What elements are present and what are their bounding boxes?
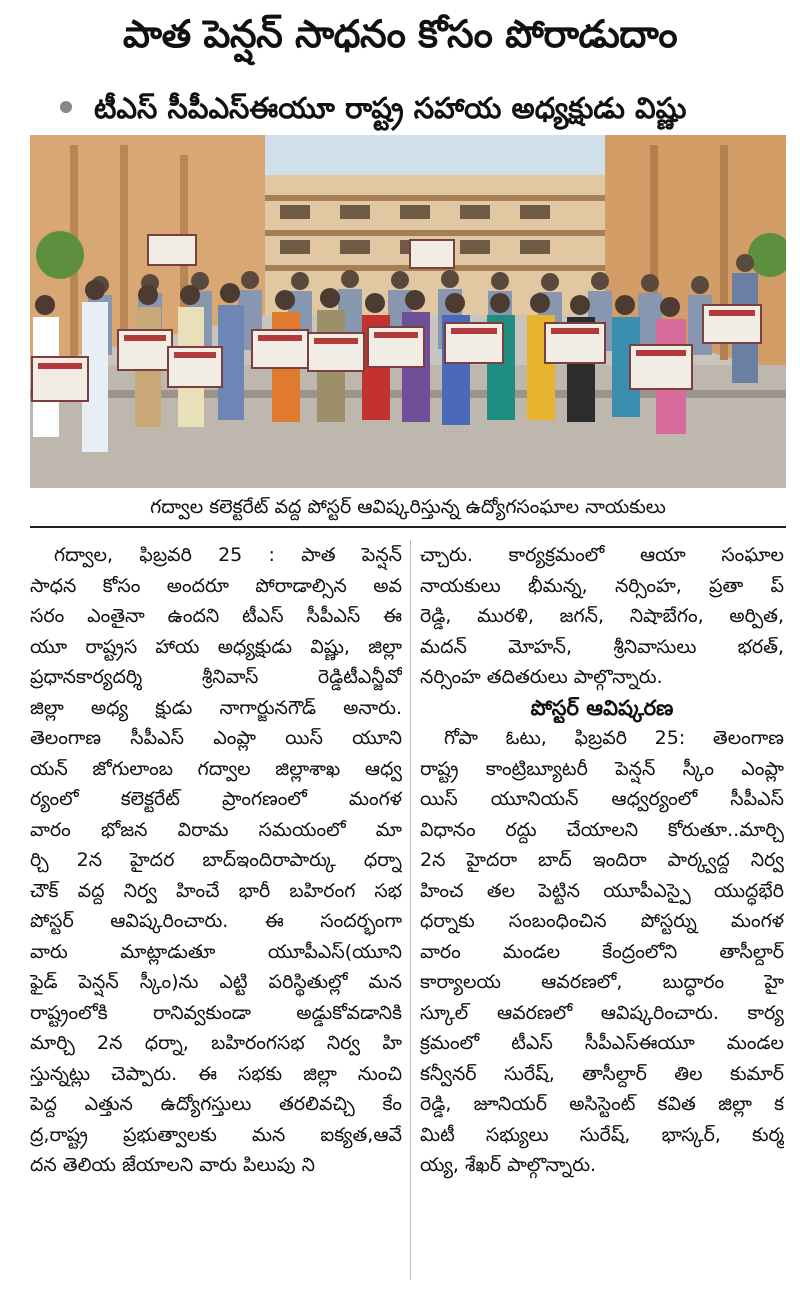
right-column-top [420, 540, 784, 693]
article-line: రెడ్డి, జూనియర్ అసిస్టెంట్ కవిత జిల్లా క [420, 1093, 784, 1115]
article-line: వారం మండల కేంద్రంలోని తాసీల్దార్ [420, 940, 784, 963]
article-line: యూ రాష్ట్రస హాయ అధ్యక్షుడు విష్ణు, జిల్లా [30, 635, 402, 658]
column-divider [410, 540, 411, 1280]
article-line: వారు మాట్లాడుతూ యూపీఎస్(యూని [30, 940, 402, 963]
article-line: ధర్నాకు సంబంధించిన పోస్టర్ను మంగళ [420, 910, 784, 932]
subheadline: టీఎస్ సీపీఎస్ఈయూ రాష్ట్ర సహాయ అధ్యక్షుడు విష్ణు [94, 91, 687, 125]
article-line: రాష్ట్రంలోకి రానివ్వకుండా అడ్డుకోవడానికి [30, 1001, 402, 1024]
right-column-bottom [420, 723, 784, 1181]
article-line: మార్చి 2న ధర్నా, బహిరంగసభ నిర్వ హి [30, 1032, 402, 1054]
article-line: నర్సింహ తదితరులు పాల్గొన్నారు. [420, 666, 663, 688]
article-line: చౌక్ వద్ద నిర్వ హించే భారీ బహిరంగ సభ [30, 879, 402, 902]
article-line: యిస్ యూనియన్ ఆధ్వర్యంలో సీపీఎస్ [420, 788, 784, 810]
article-line: మదన్ మోహన్, శ్రీనివాసులు భరత్, [420, 635, 784, 658]
article-line: పెద్ద ఎత్తున ఉద్యోగస్తులు తరలివచ్చి కేం [30, 1093, 402, 1115]
article-line: సరం ఎంతైనా ఉందని టీఎస్ సీపీఎస్ ఈ [30, 605, 402, 627]
article-line: విధానం రద్దు చేయాలని కోరుతూ..మార్చి [420, 818, 784, 841]
article-line: క్రమంలో టీఎస్ సీపీఎస్ఈయూ మండల [420, 1032, 784, 1054]
right-subheading: పోస్టర్ ఆవిష్కరణ [530, 695, 674, 720]
article-right-column [420, 540, 784, 1181]
bullet-icon [60, 101, 72, 113]
article-line: చ్చారు. కార్యక్రమంలో ఆయా సంఘాల [420, 544, 784, 566]
article-line: యన్ జోగులాంబ గద్వాల జిల్లాశాఖ ఆధ్వ [30, 757, 402, 780]
article-line: వారం భోజన విరామ సమయంలో మా [30, 818, 402, 841]
article-line: రాష్ట్ర కాంట్రిబ్యూటరీ పెన్షన్ స్కీం ఎంప్లా [420, 757, 784, 780]
article-line: సాధన కోసం అందరూ పోరాడాల్సిన అవ [30, 574, 402, 597]
headline: పాత పెన్షన్ సాధనం కోసం పోరాడుదాం [122, 12, 678, 56]
article-line: దన తెలియ జేయాలని వారు పిలుపు ని [30, 1154, 315, 1176]
article-line: స్తున్నట్లు చెప్పారు. ఈ సభకు జిల్లా నుంచి [30, 1062, 402, 1085]
article-line: రెడ్డి, మురళి, జగన్, నిషాబేగం, అర్పిత, [420, 605, 784, 627]
article-line: స్కూల్ ఆవరణలో ఆవిష్కరించారు. కార్య [420, 1001, 784, 1024]
article-line: తెలంగాణ సీపీఎస్ ఎంప్లా యిస్ యూని [30, 727, 402, 749]
photo-caption: గద్వాల కలెక్టరేట్ వద్ద పోస్టర్ ఆవిష్కరిస్తున్న ఉద్యోగసంఘాల నాయకులు [30, 488, 786, 528]
article-line: పోస్టర్ ఆవిష్కరించారు. ఈ సందర్భంగా [30, 910, 402, 932]
article-left-column [30, 540, 402, 1181]
article-line: నాయకులు భీమన్న, నర్సింహ, ప్రతా ప్ [420, 574, 784, 597]
article-line: గోపా ఓటు, ఫిబ్రవరి 25: తెలంగాణ [444, 727, 784, 749]
article-line: హించ తల పెట్టిన యూపీఎస్పై యుద్ధభేరి [420, 879, 784, 902]
article-line: ర్చి 2న హైదర బాద్ఇందిరాపార్కు ధర్నా [30, 849, 402, 871]
article-line: ద్ర,రాష్ట్ర ప్రభుత్వాలకు మన ఐక్యత,ఆవే [30, 1123, 402, 1146]
article-line: కన్వీనర్ సురేష్, తాసీల్దార్ తిల కుమార్ [420, 1062, 784, 1085]
article-line: 2న హైదరా బాద్ ఇందిరా పార్క్వద్ద నిర్వ [420, 849, 784, 871]
news-photo [30, 135, 786, 488]
article-line: మిటీ సభ్యులు సురేష్, భాస్కర్, కుర్మ [420, 1123, 784, 1146]
photo-illustration [30, 135, 786, 488]
article-line: ర్యంలో కలెక్టరేట్ ప్రాంగణంలో మంగళ [30, 788, 402, 810]
article-line: జిల్లా అధ్య క్షుడు నాగార్జునగౌడ్ అనారు. [30, 696, 402, 719]
article-line: కార్యాలయ ఆవరణలో, బుద్ధారం హై [420, 971, 784, 993]
subheadline-row [60, 86, 800, 130]
article-line: ఫైడ్ పెన్షన్ స్కీం)ను ఎట్టి పరిస్థితుల్లో మన [30, 971, 402, 993]
article-line: గద్వాల, ఫిబ్రవరి 25 : పాత పెన్షన్ [54, 544, 402, 566]
article-line: య్య, శేఖర్ పాల్గొన్నారు. [420, 1154, 597, 1176]
article-line: ప్రధానకార్యదర్శి శ్రీనివాస్ రెడ్డిటీఎన్జీవో [30, 666, 402, 688]
